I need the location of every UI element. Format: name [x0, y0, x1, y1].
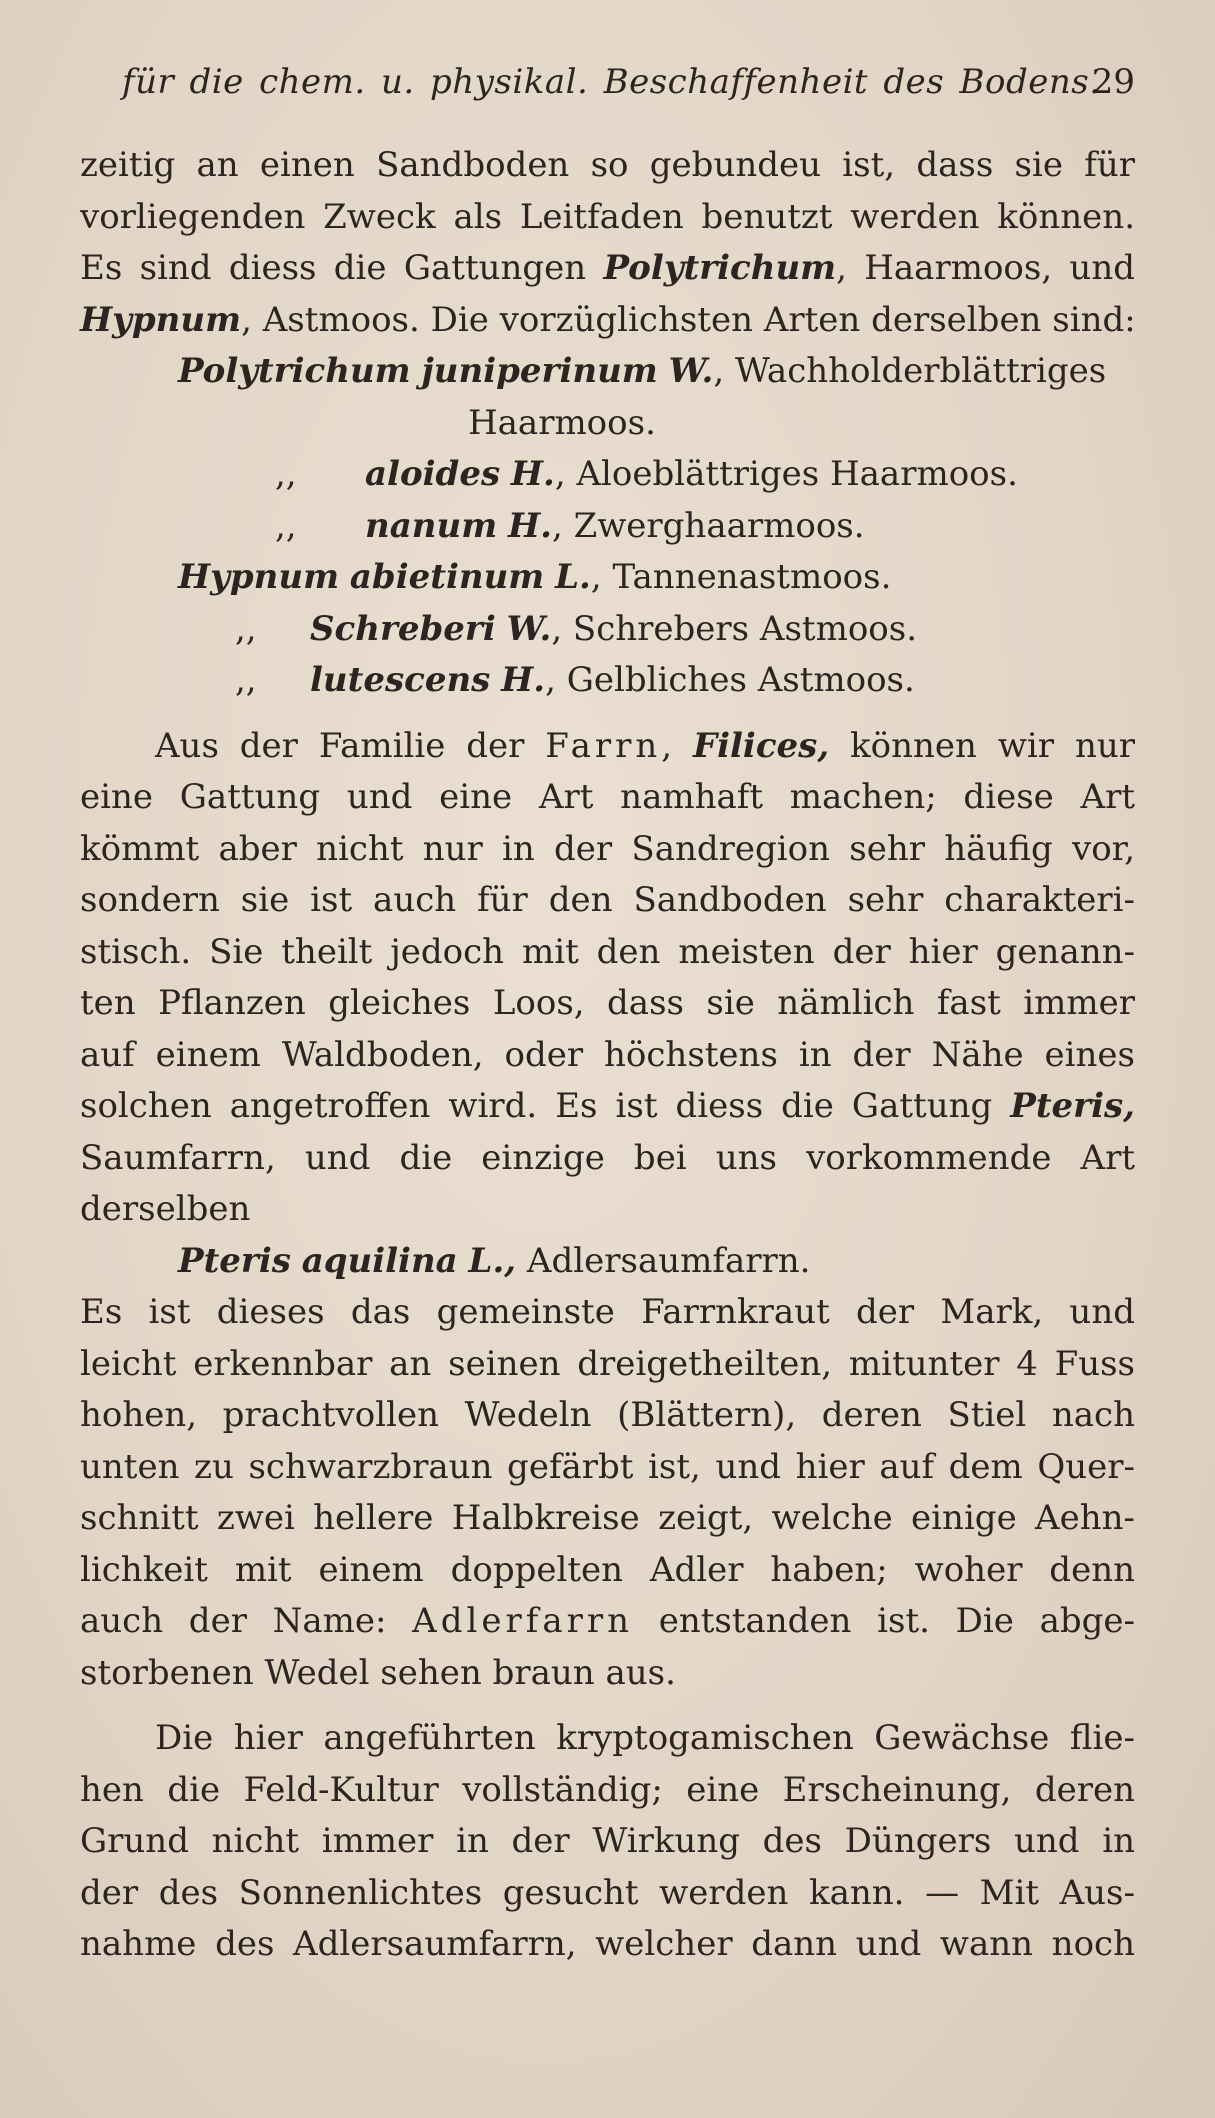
paragraph-2 [80, 721, 1135, 1700]
species-list [80, 346, 1135, 707]
genus-pteris: Pteris, [1010, 1086, 1135, 1126]
genus-polytrichum: Polytrichum [603, 248, 837, 288]
species-entry [80, 552, 1135, 604]
spaced-term-adlerfarrn: Adlerfarrn [412, 1601, 633, 1641]
paragraph-gap [80, 707, 1135, 721]
species-entry-continued: Haarmoos. [468, 402, 656, 443]
text-line: Saumfarrn, und die einzige bei uns vorkommende Art [80, 1137, 1135, 1178]
species-common-name: , Tannenastmoos. [590, 557, 892, 597]
text-line: derselben [80, 1189, 251, 1229]
species-common-name: , Wachholderblättriges [713, 351, 1107, 391]
text-run: Es sind diess die Gattungen [80, 248, 604, 288]
species-entry [80, 655, 1135, 707]
term-filices: Filices, [692, 725, 830, 766]
text-line: sondern sie ist auch für den Sandboden sehr charakteri- [80, 880, 1135, 920]
species-common-name: , Schrebers Astmoos. [551, 608, 918, 649]
ditto-mark: ,, [275, 505, 297, 546]
species-genus: Polytrichum [178, 351, 411, 391]
species-epithet: aloides [365, 454, 501, 494]
body-text [80, 140, 1135, 1971]
species-author: H. [510, 454, 555, 494]
text-line [80, 243, 1135, 295]
text-line [80, 1596, 1135, 1648]
text-line: hohen, prachtvollen Wedeln (Blättern), deren Stiel nach [80, 1395, 1135, 1435]
species-entry [80, 1236, 1135, 1288]
text-line [80, 295, 1135, 347]
spaced-term-farrn: Farrn [545, 725, 662, 766]
species-epithet: lutescens [310, 660, 491, 700]
ditto-mark: ,, [235, 660, 257, 700]
text-run: , Astmoos. Die vorzüglichsten Arten derselben sind: [241, 299, 1136, 340]
text-run: auch der Name: [80, 1601, 413, 1641]
text-line: eine Gattung und eine Art namhaft machen; diese Art [80, 777, 1135, 817]
species-epithet: Schreberi [310, 608, 496, 649]
text-line: zeitig an einen Sandboden so gebundeu ist, dass sie für [80, 145, 1135, 185]
text-line: der des Sonnenlichtes gesucht werden kann. — Mit Aus- [80, 1872, 1135, 1913]
species-entry [80, 501, 1135, 553]
species-author: L. [555, 557, 591, 597]
text-line: Die hier angeführten kryptogamischen Gewächse flie- [155, 1718, 1135, 1758]
text-run: entstanden ist. Die abge- [633, 1601, 1135, 1641]
paragraph-gap [80, 1699, 1135, 1713]
text-line: vorliegenden Zweck als Leitfaden benutzt werden können. [80, 196, 1135, 237]
text-line: leicht erkennbar an seinen dreigetheilten, mitunter 4 Fuss [80, 1343, 1135, 1384]
text-line: auf einem Waldboden, oder höchstens in der Nähe eines [80, 1034, 1135, 1075]
text-line: schnitt zwei hellere Halbkreise zeigt, welche einige Aehn- [80, 1498, 1135, 1538]
text-line: nahme des Adlersaumfarrn, welcher dann und wann noch [80, 1924, 1135, 1964]
paragraph-1 [80, 140, 1135, 346]
text-line: kömmt aber nicht nur in der Sandregion sehr häufig vor, [80, 828, 1135, 869]
page-number: 29 [1091, 62, 1135, 102]
text-line: ten Pflanzen gleiches Loos, dass sie nämlich fast immer [80, 983, 1135, 1023]
text-line: unten zu schwarzbraun gefärbt ist, und hier auf dem Quer- [80, 1446, 1135, 1487]
text-run: Aus der Familie der [155, 725, 546, 766]
species-epithet: nanum [365, 505, 498, 546]
species-epithet: aquilina [301, 1240, 458, 1281]
species-entry [80, 604, 1135, 656]
species-genus: Pteris [178, 1240, 291, 1281]
text-line: storbenen Wedel sehen braun aus. [80, 1652, 676, 1693]
paragraph-3 [80, 1713, 1135, 1971]
running-head: für die chem. u. physikal. Beschaffenheit des Bodens. [122, 62, 1101, 102]
species-entry [80, 449, 1135, 501]
species-author: H. [507, 505, 552, 546]
species-author: H. [501, 660, 546, 700]
species-epithet: abietinum [349, 557, 545, 597]
page-header [80, 62, 1135, 112]
text-line [80, 721, 1135, 773]
species-author: W. [506, 608, 552, 649]
species-entry [80, 346, 1135, 398]
species-epithet: juniperinum [421, 351, 658, 391]
text-line: Es ist dieses das gemeinste Farrnkraut der Mark, und [80, 1292, 1135, 1332]
species-common-name: , Gelbliches Astmoos. [545, 660, 915, 700]
text-run: , Haarmoos, und [836, 248, 1135, 288]
text-run: können wir nur [829, 725, 1135, 766]
ditto-mark: ,, [275, 454, 297, 494]
text-line [80, 1081, 1135, 1133]
species-common-name: Adlersaumfarrn. [516, 1240, 811, 1281]
text-line: Grund nicht immer in der Wirkung des Düngers und in [80, 1821, 1135, 1861]
text-line: stisch. Sie theilt jedoch mit den meisten der hier genann- [80, 931, 1135, 972]
species-author: W. [668, 351, 714, 391]
text-run: solchen angetroffen wird. Es ist diess die Gattung [80, 1086, 1011, 1126]
text-line: hen die Feld-Kultur vollständig; eine Erscheinung, deren [80, 1769, 1135, 1810]
species-author: L., [468, 1240, 517, 1281]
species-common-name: , Zwerghaarmoos. [551, 505, 865, 546]
genus-hypnum: Hypnum [80, 299, 242, 340]
ditto-mark: ,, [235, 608, 257, 649]
text-run: , [661, 725, 693, 766]
text-line: lichkeit mit einem doppelten Adler haben; woher denn [80, 1549, 1135, 1590]
species-genus: Hypnum [178, 557, 340, 597]
species-common-name: , Aloeblättriges Haarmoos. [554, 454, 1018, 494]
